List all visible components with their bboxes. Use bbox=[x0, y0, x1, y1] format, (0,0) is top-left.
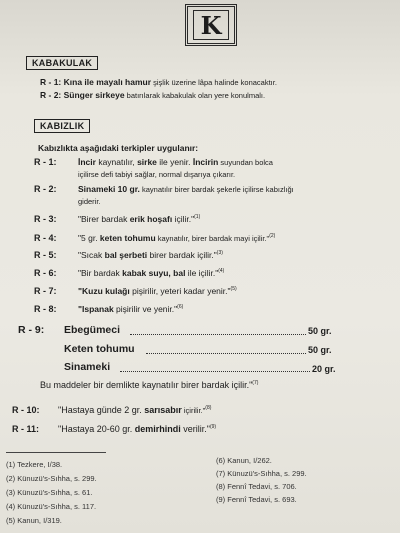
kabizlik-intro: Kabızlıkta aşağıdaki terkipler uygulanır: bbox=[38, 143, 199, 153]
recipe-5-text: "Sıcak bal şerbeti birer bardak içilir."$^{(3)}$ bbox=[78, 250, 223, 260]
kabakulak-recipe-2: R - 2: Sünger sirkeye batırılarak kabakulak olan yere konulmalı. bbox=[40, 90, 266, 100]
footnote: (4) Künuzü's-Sıhha, s. 117. bbox=[6, 502, 97, 511]
recipe-2-line-2: giderir. bbox=[78, 197, 101, 206]
recipe-number: R - 7: bbox=[34, 286, 57, 296]
section-heading-kabakulak: KABAKULAK bbox=[26, 56, 98, 70]
recipe-4-text: "5 gr. keten tohumu kaynatılır, birer bardak mayi içilir."$^{(2)}$ bbox=[78, 233, 276, 243]
recipe-8-text: "Ispanak pişirilir ve yenir."$^{(6)}$ bbox=[78, 304, 184, 314]
leader-dots bbox=[130, 334, 306, 335]
recipe-number: R - 8: bbox=[34, 304, 57, 314]
recipe-2-line-1: Sinameki 10 gr. kaynatılır birer bardak şekerle içilirse kabızlığı bbox=[78, 184, 294, 194]
recipe-9-note: Bu maddeler bir demlikte kaynatılır birer bardak içilir."$^{(7)}$ bbox=[40, 380, 259, 390]
footnote: (2) Künuzü's-Sıhha, s. 299. bbox=[6, 474, 97, 483]
leader-dots bbox=[120, 371, 310, 372]
recipe-number: R - 11: bbox=[12, 424, 40, 434]
recipe-11-text: "Hastaya 20-60 gr. demirhindi verilir."$^{(9)}$ bbox=[58, 424, 217, 434]
recipe-number: R - 1: bbox=[34, 157, 57, 167]
ingredient-name: Sinameki bbox=[64, 361, 111, 373]
recipe-number: R - 2: bbox=[34, 184, 57, 194]
recipe-number: R - 4: bbox=[34, 233, 57, 243]
ingredient-name: Keten tohumu bbox=[64, 343, 135, 355]
recipe-1-line-1: İncir kaynatılır, sirke ile yenir. İncirin suyundan bolca bbox=[78, 157, 273, 167]
recipe-1-line-2: içilirse defi tabiyi sağlar, normal dışarıya çıkarır. bbox=[78, 170, 236, 179]
recipe-7-text: "Kuzu kulağı pişirilir, yeteri kadar yenir."$^{(5)}$ bbox=[78, 286, 237, 296]
recipe-10-text: "Hastaya günde 2 gr. sarısabır içirilir."$^{(8)}$ bbox=[58, 405, 212, 415]
recipe-3-text: "Birer bardak erik hoşafı içilir."$^{(1)}$ bbox=[78, 214, 201, 224]
recipe-number: R - 6: bbox=[34, 268, 57, 278]
recipe-number: R - 10: bbox=[12, 405, 40, 415]
ingredient-amount: 50 gr. bbox=[308, 326, 332, 336]
recipe-number: R - 9: bbox=[18, 324, 45, 336]
ingredient-name: Ebegümeci bbox=[64, 324, 121, 336]
recipe-number: R - 3: bbox=[34, 214, 57, 224]
leader-dots bbox=[146, 353, 306, 354]
ingredient-amount: 50 gr. bbox=[308, 345, 332, 355]
footnote: (9) Fennî Tedavi, s. 693. bbox=[216, 495, 297, 504]
chapter-letter: K bbox=[193, 10, 229, 40]
recipe-6-text: "Bir bardak kabak suyu, bal ile içilir."$^{(4)}$ bbox=[78, 268, 225, 278]
recipe-number: R - 5: bbox=[34, 250, 57, 260]
footnote-divider bbox=[6, 452, 106, 453]
footnote: (6) Kanun, I/262. bbox=[216, 456, 272, 465]
footnote: (7) Künuzü's-Sıhha, s. 299. bbox=[216, 469, 307, 478]
ingredient-amount: 20 gr. bbox=[312, 364, 336, 374]
section-heading-kabizlik: KABIZLIK bbox=[34, 119, 90, 133]
footnote: (8) Fennî Tedavi, s. 706. bbox=[216, 482, 297, 491]
footnote: (5) Kanun, I/319. bbox=[6, 516, 62, 525]
footnote: (3) Künuzü's-Sıhha, s. 61. bbox=[6, 488, 93, 497]
footnote: (1) Tezkere, I/38. bbox=[6, 460, 63, 469]
chapter-letter-frame bbox=[185, 4, 237, 46]
kabakulak-recipe-1: R - 1: Kına ile mayalı hamur şişlik üzerine lâpa halinde konacaktır. bbox=[40, 77, 277, 87]
